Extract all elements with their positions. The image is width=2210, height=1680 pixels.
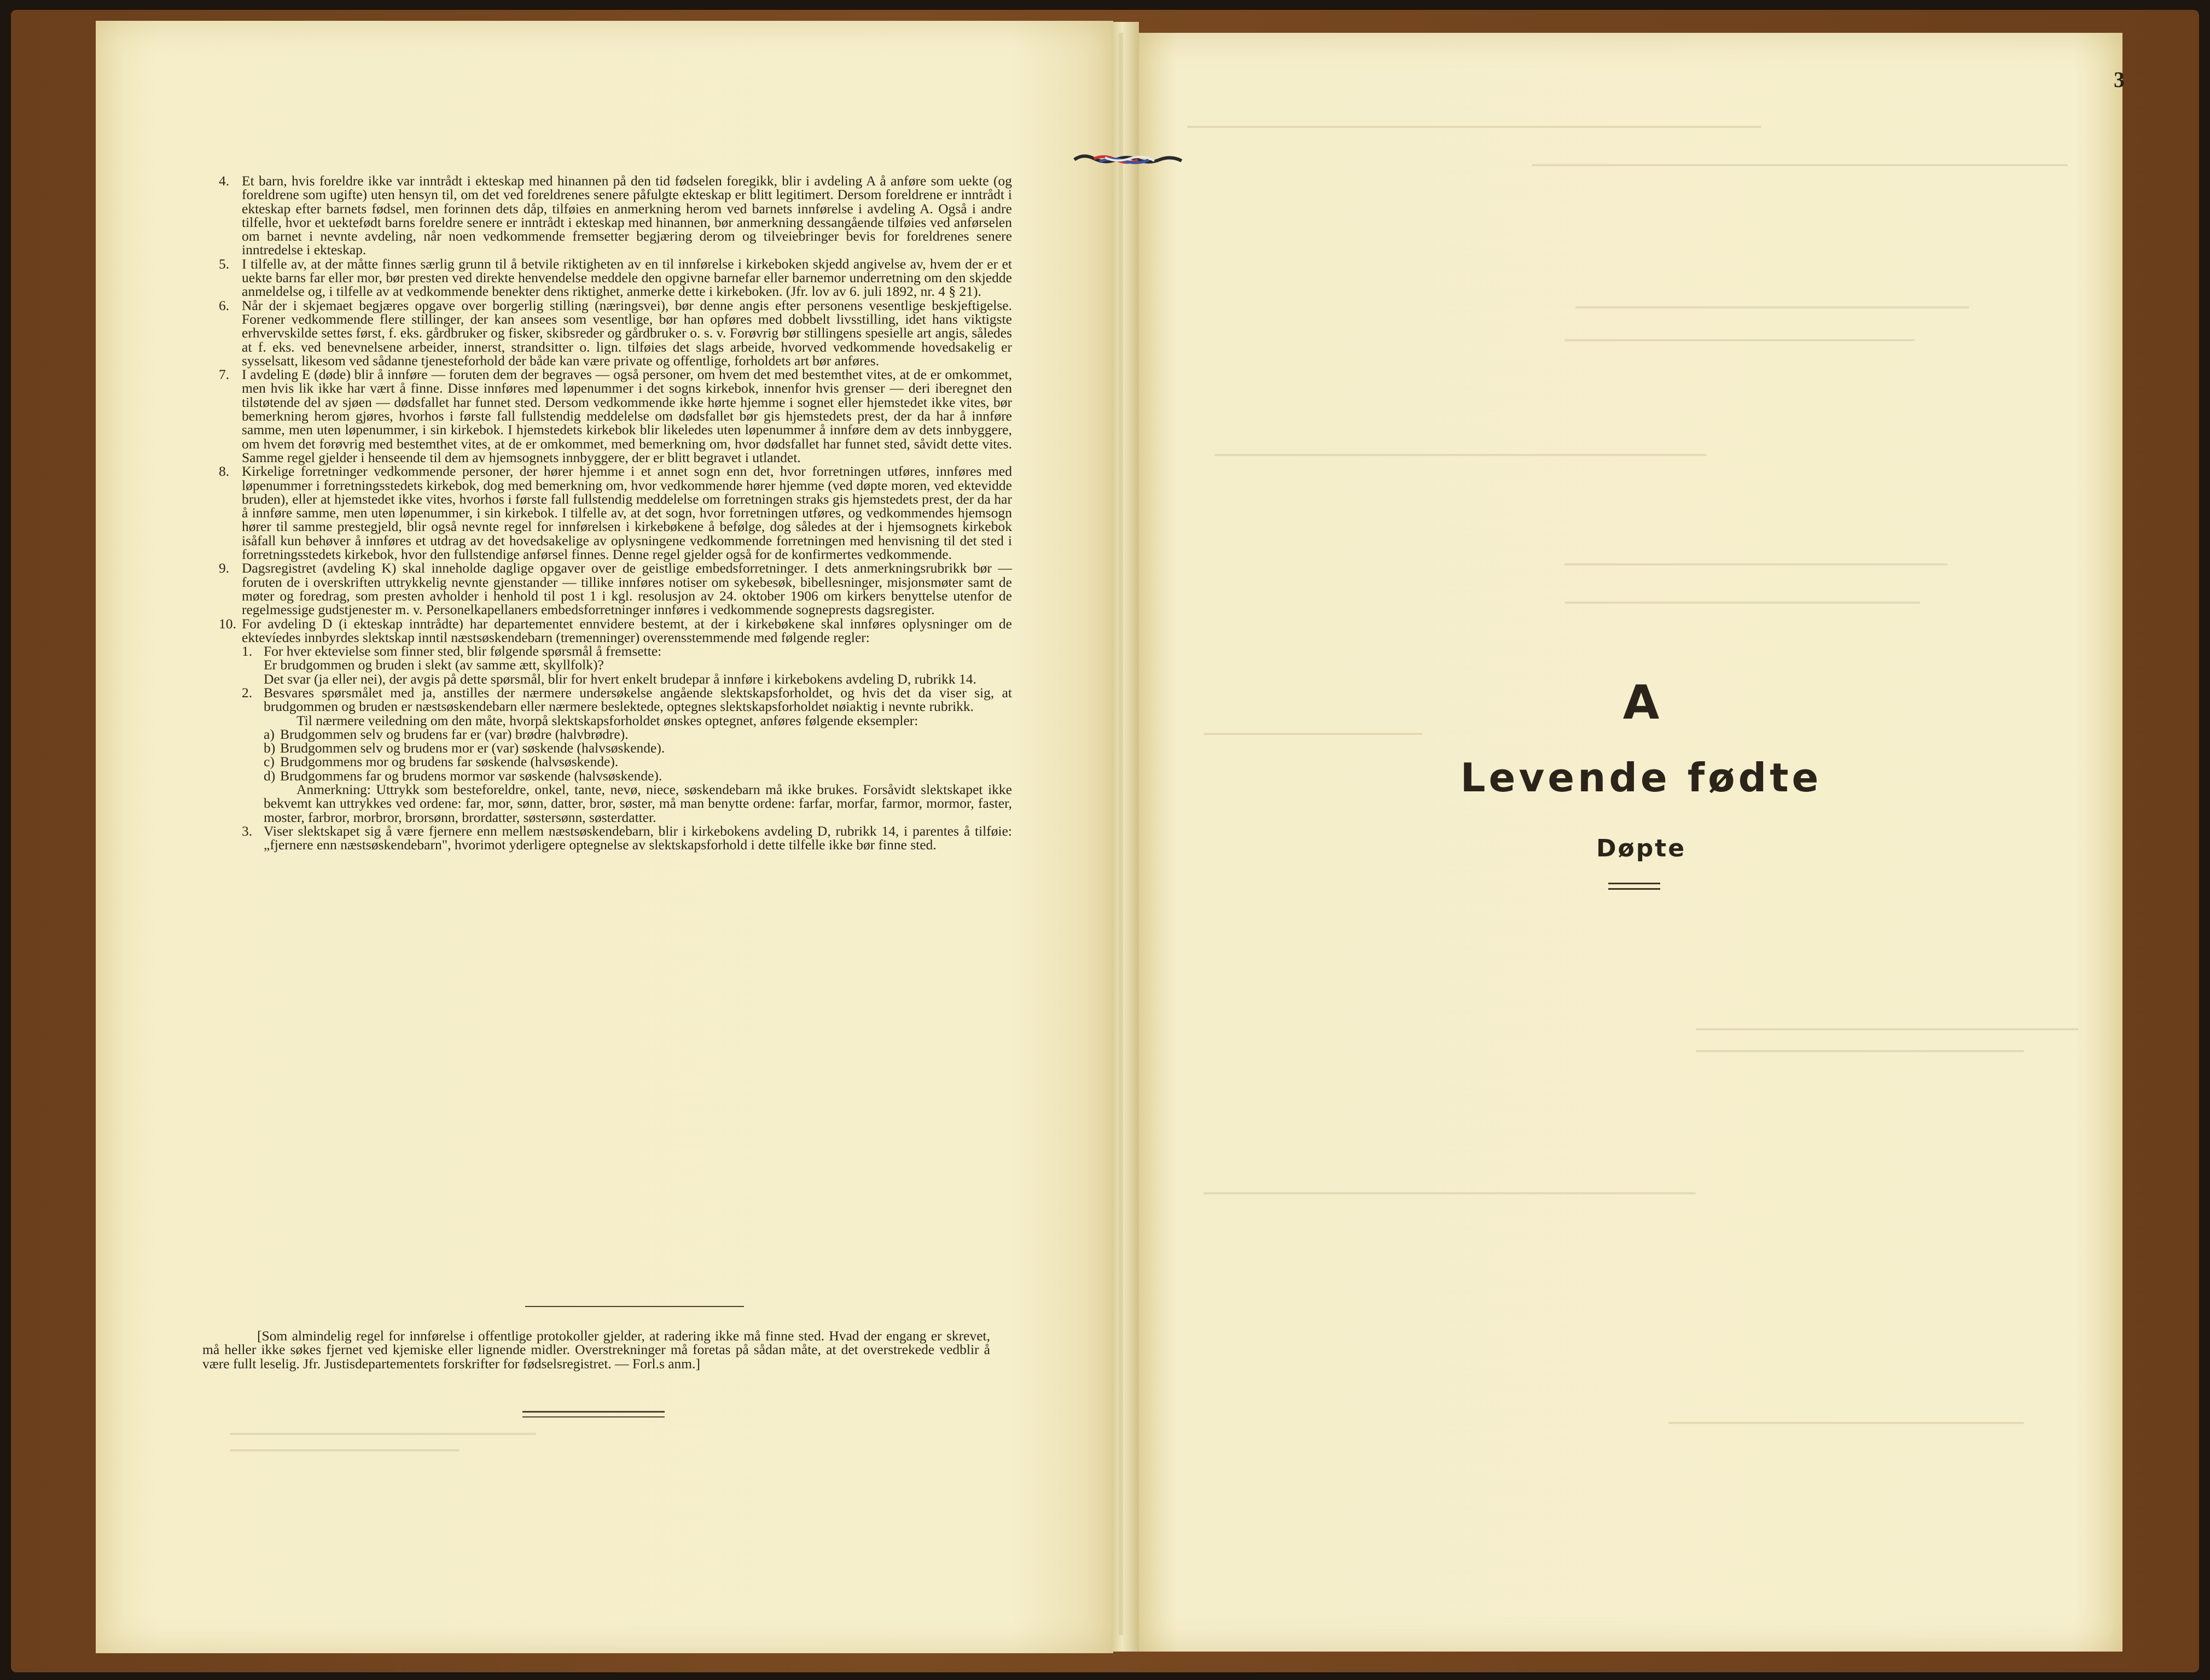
bleed-through-mark (1668, 1422, 2024, 1424)
rule-6 (219, 299, 1012, 368)
subrule-text: Viser slektskapet sig å være fjernere enn mellem næstsøskendebarn, blir i kirkebokens avdeling D, rubrikk 14, i parentes å tilføie: „fjernere enn næstsøskendebarn", hvorimot yderligere optegnelse av slektskapsforhold i dette tilfelle ikke bør finne sted. (264, 822, 1012, 853)
rule-7 (219, 368, 1012, 464)
subrule-text: For hver ektevielse som finner sted, blir følgende spørsmål å fremsette: (264, 643, 662, 660)
bleed-through-mark (1532, 164, 2068, 166)
separator-rule (525, 1306, 744, 1307)
example-text: Brudgommens far og brudens mormor var søskende (halvsøskende). (280, 767, 662, 784)
rule-number: 9. (219, 560, 230, 576)
bleed-through-mark (1696, 1050, 2024, 1052)
example-item (264, 755, 1012, 768)
rule-9 (219, 561, 1012, 616)
end-rule (522, 1411, 665, 1413)
example-item (264, 727, 1012, 741)
subrule-number: 2. (242, 684, 253, 701)
title-rule (1608, 888, 1660, 890)
bleed-through-mark (1565, 339, 1915, 341)
page-number: 3 (2114, 67, 2125, 92)
rule-text: Et barn, hvis foreldre ikke var inntrådt i ekteskap med hinannen på den tid fødselen foregikk, blir i avdeling A å anføre som uekte (og foreldrene som ugifte) uten hensyn til, om det ved foreldrenes senere påfulgte ekteskap er blitt legitimert. Dersom foreldrene er inntrådt i ekteskap efter barnets fødsel, men forinnen dets dåp, tilføies en anmerkning herom ved barnets innførelse i avdeling A. Også i andre tilfelle, hvor et uektefødt barns foreldre senere er inntrådt i ekteskap med hinannen, bør anmerkning dessangående tilføies ved anførselen om barnet i nevnte avdeling, når noen vedkommende fremsetter begjæring derom og tilveiebringer bevis for foreldrenes senere inntredelse i ekteskap. (242, 173, 1012, 258)
example-letter: a) (264, 726, 275, 742)
section-title: Levende fødte (1460, 755, 1822, 801)
rules-text (219, 174, 1012, 852)
footnote: [Som almindelig regel for innførelse i offentlige protokoller gjelder, at radering ikke må finne sted. Hvad der engang er skrevet, må heller ikke søkes fjernet ved kjemiske eller lignende midler. Overstrekninger må foretas på sådan måte, at det overstrekede vedblir å være fullt leselig. Jfr. Justisdepartementets forskrifter for fødselsregistret. — Forl.s anm.] (202, 1328, 990, 1372)
example-text: Brudgommen selv og brudens far er (var) brødre (halvbrødre). (280, 726, 629, 742)
rule-number: 5. (219, 255, 230, 272)
rule-text: Dagsregistret (avdeling K) skal inneholde daglige opgaver over de geistlige embedsforretninger. I dets anmerkningsrubrikk bør — foruten de i overskriften uttrykkelig nevnte gjenstander — tillike innføres notiser om sykebesøk, bibellesninger, misjonsmøter samt de møter og foredrag, som presten avholder i henhold til post 1 i kgl. resolusjon av 24. oktober 1906 om kirkers benyttelse utenfor de regelmessige gudstjenester m. v. Personelkapellaners embedsforretninger innføres i vedkommende sogneprests dagsregister. (242, 560, 1012, 618)
bleed-through-mark (1696, 1028, 2079, 1030)
rule-10 (219, 617, 1012, 852)
rule-8 (219, 464, 1012, 561)
example-letter: d) (264, 767, 276, 784)
bleed-through-mark (1575, 306, 1969, 308)
bleed-through-mark (230, 1433, 536, 1435)
bleed-through-mark (1565, 563, 1947, 565)
example-item (264, 741, 1012, 755)
rule-number: 6. (219, 297, 230, 313)
bleed-through-mark (230, 1449, 460, 1451)
section-letter: A (1622, 675, 1660, 730)
rule-4 (219, 174, 1012, 257)
section-subtitle: Døpte (1596, 835, 1686, 862)
spine-strip (1119, 33, 1123, 1635)
bleed-through-mark (1214, 454, 1707, 456)
subrule-text: Besvares spørsmålet med ja, anstilles der nærmere undersøkelse angående slektskapsforholdet, og hvis det da viser sig, at brudgommen og bruden er næstsøskendebarn eller nærmere beslektede, optegnes slektskapsforholdet nøiaktig i nevnte rubrikk. (264, 684, 1012, 715)
rule-text: I tilfelle av, at der måtte finnes særlig grunn til å betvile riktigheten av en til innførelse i kirkeboken skjedd angivelse av, hvem der er et uekte barns far eller mor, bør presten ved direkte henvendelse meddele den opgivne barnefar eller barnemor underretning om den skjedde anmeldelse og, i tilfelle av at vedkommende benekter dens riktighet, anmerke dette i kirkeboken. (Jfr. lov av 6. juli 1892, nr. 4 § 21). (242, 255, 1012, 300)
subrule-line: Det svar (ja eller nei), der avgis på dette spørsmål, blir for hvert enkelt brudepar å innføre i kirkebokens avdeling D, rubrikk 14. (264, 670, 976, 687)
rule-number: 8. (219, 463, 230, 480)
bleed-through-mark (1187, 126, 1761, 128)
rule-text: Kirkelige forretninger vedkommende personer, der hører hjemme i et annet sogn enn det, hvor forretningen utføres, innføres med løpenummer i forretningsstedets kirkebok, dog med bemerkning om, hvor vedkommende hører hjemme (ved døpte moren, ved ektevidde bruden), eller at hjemstedet ikke vites, hvorhos i første fall fullstendig meddelelse om forretningen straks gis hjemstedets prest, der da har å innføre samme, men uten løpenummer, i sin kirkebok. I tilfelle av, at det sogn, hvor forretningen utføres, og vedkommendes hjemsogn hører til samme prestegjeld, blir også nevnte regel for innførelsen i kirkebøkene å befølge, dog således at der i hjemsognets kirkebok isåfall kun behøver å innføres et utdrag av det hovedsakelige av oplysningene vedkommende forretningen med henvisning til det sted i forretningsstedets kirkebok, hvor den fullstendige anførsel finnes. Denne regel gjelder også for de konfirmertes vedkommende. (242, 463, 1012, 563)
rule-text: I avdeling E (døde) blir å innføre — foruten dem der begraves — også personer, om hvem det med bestemthet vites, at de er omkommet, men hvis lik ikke har vært å finne. Disse innføres med løpenummer i det sogns kirkebok, innenfor hvis grenser — deri iberegnet den tilstøtende del av sjøen — dødsfallet har funnet sted. Dersom vedkommende ikke hørte hjemme i sognet eller hjemstedet ikke vites, bør bemerkning herom gjøres, hvorhos i første fall fullstendig meddelelse om dødsfallet bør gis hjemstedets prest, der da har å innføre samme, men uten løpenummer, i sin kirkebok. I hjemstedets kirkebok blir likeledes uten løpenummer å innføre dem av dets innbyggere, om hvem det forøvrig med bestemthet vites, at de er omkommet, med bemerkning om, hvor dødsfallet har funnet sted, såvidt dette vites. Samme regel gjelder i henseende til dem av hjemsognets innbyggere, der er blitt begravet i utlandet. (242, 366, 1012, 465)
example-letter: c) (264, 754, 275, 770)
subrule-number: 3. (242, 822, 253, 839)
binding-thread (1072, 152, 1187, 167)
rule-number: 7. (219, 366, 230, 383)
subrule-line: Til nærmere veiledning om den måte, hvorpå slektskapsforholdet ønskes optegnet, anføres følgende eksempler: (296, 712, 918, 728)
end-rule (522, 1416, 665, 1418)
book-gutter (1112, 22, 1139, 1652)
rule-number: 4. (219, 173, 230, 189)
subrule-2 (242, 686, 1012, 824)
subrule-number: 1. (242, 643, 253, 660)
bleed-through-mark (1203, 733, 1422, 735)
subrule-1 (242, 644, 1012, 686)
subrule-3 (242, 824, 1012, 852)
subrule-line: Er brudgommen og bruden i slekt (av samme ætt, skyllfolk)? (264, 657, 604, 673)
example-letter: b) (264, 740, 276, 756)
example-text: Brudgommen selv og brudens mor er (var) søskende (halvsøskende). (280, 740, 665, 756)
bleed-through-mark (1203, 1192, 1696, 1194)
rule-5 (219, 257, 1012, 299)
anmerkning-note: Anmerkning: Uttrykk som besteforeldre, onkel, tante, nevø, niece, søskendebarn må ikke brukes. Forsåvidt slektskapet ikke bekvemt kan uttrykkes ved ordene: far, mor, sønn, datter, bror, søster, må man benytte ordene: farfar, morfar, farmor, mormor, faster, moster, farbror, morbror, brorsønn, brordatter, søstersønn, søsterdatter. (264, 781, 1012, 825)
examples-list (264, 727, 1012, 783)
rule-number: 10. (219, 615, 236, 632)
bleed-through-mark (1565, 602, 1920, 604)
example-item (264, 769, 1012, 783)
rule-text: Når der i skjemaet begjæres opgave over borgerlig stilling (næringsvei), bør denne angis efter personens vesentlige beskjeftigelse. Forener vedkommende flere stillinger, der kan ansees som vesentlige, bør han opføres med dobbelt livsstilling, idet hans viktigste erhvervskilde settes først, f. eks. gårdbruker og fisker, skibsreder og gårdbruker o. s. v. Forøvrig bør stillingens spesielle art angis, således at f. eks. ved benevnelsene arbeider, innerst, strandsitter o. lign. tilføies det slags arbeide, hvorved vedkommende hovedsakelig er sysselsatt, likesom ved sådanne tjenesteforhold der både kan være private og offentlige, forholdets art bør anføres. (242, 297, 1012, 369)
example-text: Brudgommens mor og brudens far søskende (halvsøskende). (280, 754, 619, 770)
title-rule (1608, 883, 1660, 884)
rule-text: For avdeling D (i ekteskap inntrådte) har departementet ennvidere bestemt, at der i kirkebøkene skal innføres oplysninger om de ektevíedes innbyrdes slektskap inntil næstsøskendebarn (tremenninger) overensstemmende med følgende regler: (242, 615, 1012, 645)
